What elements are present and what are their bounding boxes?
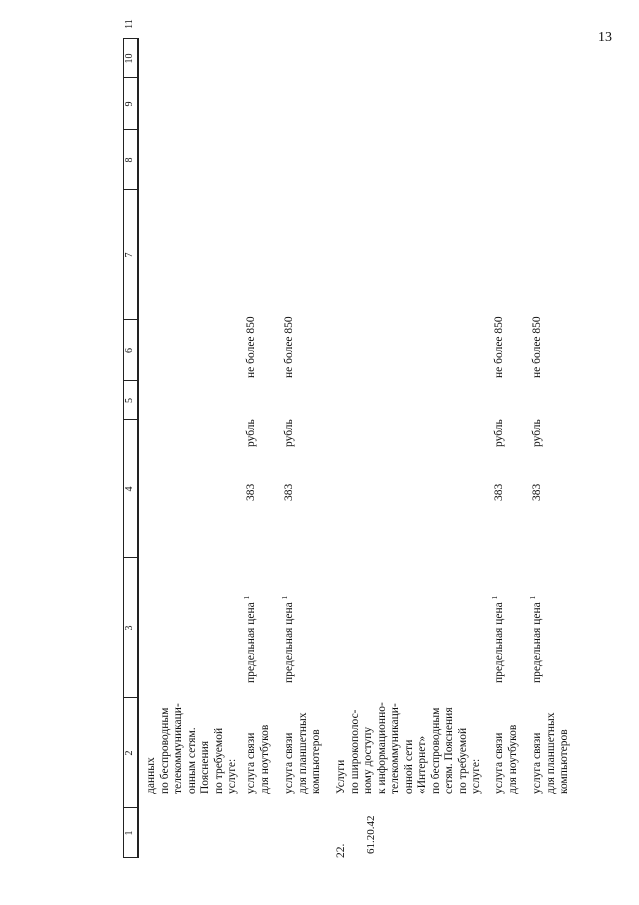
- row-text-line: к информационно-: [375, 702, 388, 794]
- row-text-line: телекоммуникаци-: [172, 703, 184, 794]
- value: не более 850: [531, 316, 543, 378]
- row-text-line: услуге:: [470, 758, 482, 794]
- characteristic: предельная цена $^1$: [281, 595, 295, 683]
- header-col-6: 6: [124, 348, 135, 353]
- row-text-line: услуге:: [226, 758, 238, 794]
- unit: рубль: [245, 419, 257, 447]
- table-row: [245, 684, 272, 794]
- header-col-2: 2: [124, 750, 135, 756]
- header-col-5: 5: [124, 398, 135, 403]
- row-text-line: Пояснения: [199, 740, 211, 794]
- row-text-line: для планшетных: [296, 712, 309, 794]
- row-text-line: ному доступу: [362, 726, 374, 794]
- header-col-3: 3: [124, 625, 135, 631]
- row-text-line: «Интернет»: [416, 735, 428, 794]
- row-text-line: для ноутбуков: [258, 724, 271, 794]
- row-text-line: онным сетям.: [185, 727, 198, 794]
- row-text-line: компьютеров: [310, 729, 322, 794]
- row-text-line: по требуемой: [212, 727, 225, 794]
- characteristic: предельная цена $^1$: [491, 595, 505, 683]
- value: не более 850: [245, 316, 257, 378]
- table-row: [335, 684, 484, 794]
- row-text-line: услуга связи: [493, 732, 505, 794]
- okei-code: 383: [531, 483, 543, 501]
- header-bottom-rule: [137, 38, 139, 858]
- unit: рубль: [283, 419, 295, 447]
- row-text-line: для планшетных: [544, 712, 557, 794]
- header-col-10: 10: [124, 53, 135, 64]
- row-text-line: услуга связи: [245, 732, 257, 794]
- table-row: [531, 684, 572, 794]
- rotated-table: [75, 19, 635, 858]
- unit: рубль: [493, 419, 505, 447]
- row-text-line: телекоммуникаци-: [389, 703, 401, 794]
- header-col-4: 4: [124, 486, 135, 492]
- characteristic: предельная цена $^1$: [243, 595, 257, 683]
- okei-code: 383: [493, 483, 505, 501]
- table-row: [145, 684, 240, 794]
- value: не более 850: [493, 316, 505, 378]
- row-text-line: для ноутбуков: [506, 724, 519, 794]
- header-col-11: 11: [124, 19, 135, 29]
- row-text-line: данных: [145, 757, 157, 794]
- header-col-7: 7: [124, 252, 135, 258]
- okpd-code: 61.20.42: [365, 815, 377, 854]
- row-text-line: онной сети: [402, 739, 415, 794]
- row-number: 22.: [335, 843, 347, 858]
- table-row: [493, 684, 520, 794]
- row-text-line: услуга связи: [531, 732, 543, 794]
- row-text-line: услуга связи: [283, 732, 295, 794]
- header-col-9: 9: [124, 101, 135, 107]
- row-text-line: по требуемой: [456, 727, 469, 794]
- unit: рубль: [531, 419, 543, 447]
- row-text-line: Услуги: [335, 759, 347, 794]
- row-text-line: компьютеров: [558, 729, 570, 794]
- header-col-8: 8: [124, 157, 135, 163]
- page-number: 13: [598, 30, 612, 45]
- okei-code: 383: [283, 483, 295, 501]
- value: не более 850: [283, 316, 295, 378]
- table-row: [283, 684, 324, 794]
- row-text-line: сетям. Пояснения: [443, 707, 455, 794]
- row-text-line: по беспроводным: [158, 707, 171, 794]
- row-text-line: по беспроводным: [429, 707, 442, 794]
- okei-code: 383: [245, 483, 257, 501]
- characteristic: предельная цена $^1$: [529, 595, 543, 683]
- row-text-line: по широкополос-: [348, 709, 361, 794]
- header-col-1: 1: [124, 830, 135, 836]
